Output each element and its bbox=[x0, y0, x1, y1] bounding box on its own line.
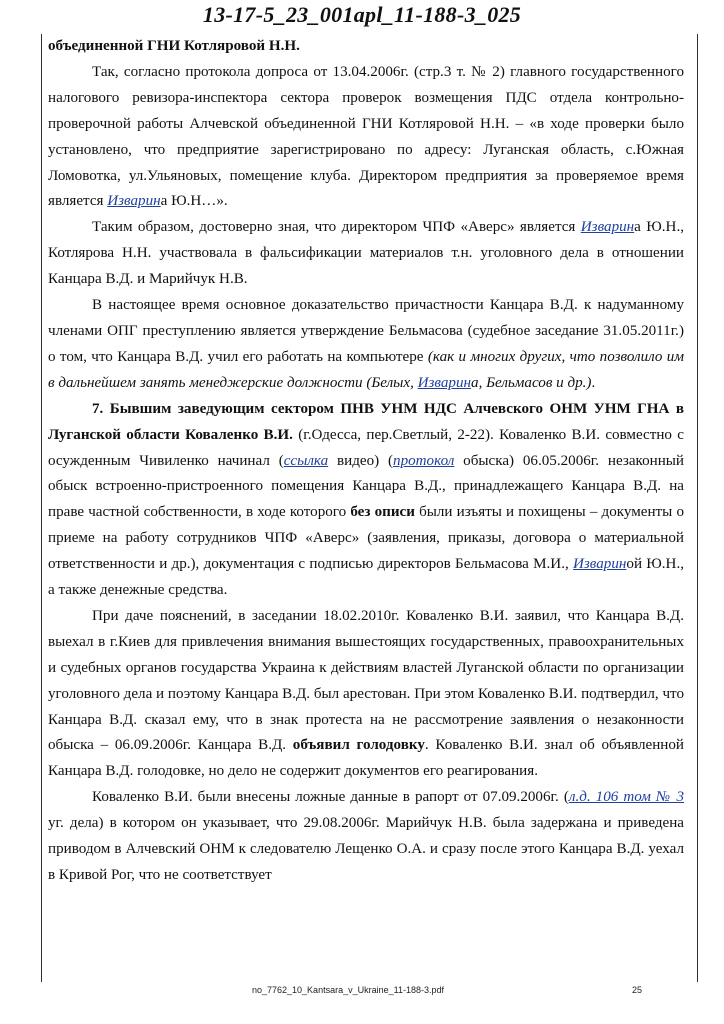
paragraph-4 bbox=[48, 397, 684, 604]
document-header: 13-17-5_23_001apl_11-188-3_025 bbox=[202, 2, 522, 27]
footer-filename: no_7762_10_Kantsara_v_Ukraine_11-188-3.pdf bbox=[252, 985, 444, 995]
bold-text: 7. Бывшим заведующим сектором ПНВ УНМ НДС Алчевского ОНМ УНМ ГНА в Луганской области Коваленко В.И. bbox=[48, 400, 684, 443]
text-run: В настоящее время основное доказательство причастности Канцара В.Д. к надуманному членами ОПГ преступлению является утверждение Бельмасова (судебное заседание 31.05.2011г.) о том, что Канцара В.Д. учил его работать на компьютере bbox=[48, 297, 684, 365]
text-run: При даче пояснений, в заседании 18.02.2010г. Коваленко В.И. заявил, что Канцара В.Д. выехал в г.Киев для привлечения внимания вышестоящих государственных, правоохранительных и судебных органов государства Украина к действиям властей Луганской области по организации уголовного дела и поэтому Канцара В.Д. был арестован. При этом Коваленко В.И. подтвердил, что Канцара В.Д. сказал ему, что в знак протеста на не рассмотрение заявления о незаконности обыска – 06.09.2006г. Канцара В.Д. bbox=[48, 607, 684, 754]
hyperlink[interactable]: протокол bbox=[393, 452, 455, 469]
text-run: (г.Одесса, пер.Светлый, 2-22). Коваленко В.И. совместно с осужденным Чивиленко начинал ( bbox=[48, 426, 684, 469]
paragraph-5 bbox=[48, 604, 684, 785]
bold-text: без описи bbox=[350, 504, 415, 521]
paragraph-1 bbox=[48, 60, 684, 215]
text-run: ой Ю.Н., а также денежные средства. bbox=[48, 556, 684, 599]
text-run: Коваленко В.И. были внесены ложные данные в рапорт от 07.09.2006г. ( bbox=[92, 789, 569, 806]
paragraph-2 bbox=[48, 215, 684, 293]
paragraph-3 bbox=[48, 293, 684, 397]
document-body bbox=[48, 34, 684, 889]
text-run: . Коваленко В.И. знал об объявленной Канцара В.Д. голодовке, но дело не содержит документов его реагирования. bbox=[48, 737, 685, 780]
bold-text: объявил голодовку bbox=[292, 737, 425, 754]
hyperlink[interactable]: л.д. 106 том № 3 bbox=[568, 789, 685, 806]
right-margin-rule bbox=[697, 34, 698, 982]
italic-text: а, Бельмасов и др.) bbox=[471, 374, 592, 391]
italic-text: (как и многих других, что позволило им в дальнейшем занять менеджерские должности (Белых, bbox=[48, 348, 684, 391]
text-run: видео) ( bbox=[328, 452, 394, 469]
page-number: 25 bbox=[632, 985, 643, 995]
text-run: . bbox=[591, 374, 596, 391]
text-run: были изъяты и похищены – документы о приеме на работу сотрудников ЧПФ «Аверс» (заявления, приказы, договора о материальной ответственности и др.), документация с подписью директоров Бельмасова М.И., bbox=[48, 504, 684, 573]
text-run: уг. дела) в котором он указывает, что 29.08.2006г. Марийчук Н.В. была задержана и приведена приводом в Алчевский ОНМ к следователю Лещенко О.А. и сразу после этого Канцара В.Д. уехал в Кривой Рог, что не соответствует bbox=[48, 815, 684, 883]
paragraph-0 bbox=[48, 34, 684, 60]
bold-text: объединенной ГНИ Котляровой Н.Н. bbox=[48, 38, 300, 54]
text-run: обыска) 06.05.2006г. незаконный обыск встроенно-пристроенного помещения Канцара В.Д., принадлежащего Канцара В.Д. на праве частной собственности, в ходе которого bbox=[48, 452, 685, 521]
text-run: а Ю.Н., Котлярова Н.Н. участвовала в фальсификации материалов т.н. уголовного дела в отношении Канцара В.Д. и Марийчук Н.В. bbox=[48, 219, 684, 288]
paragraph-6 bbox=[48, 785, 684, 889]
hyperlink[interactable]: ссылка bbox=[283, 452, 329, 469]
left-margin-rule bbox=[41, 34, 42, 982]
text-run: Так, согласно протокола допроса от 13.04.2006г. (стр.3 т. № 2) главного государственного налогового ревизора-инспектора сектора проверок возмещения ПДС отдела контрольно-проверочной работы Алчевской объединенной ГНИ Котляровой Н.Н. – «в ходе проверки было установлено, что предприятие зарегистрировано по адресу: Луганская область, с.Южная Ломовотка, ул.Ульяновых, помещение клуба. Директором предприятия за проверяемое время является bbox=[48, 63, 684, 210]
text-run: а Ю.Н…». bbox=[160, 193, 228, 210]
hyperlink[interactable]: Изварин bbox=[573, 556, 627, 573]
hyperlink[interactable]: Изварин bbox=[107, 193, 161, 210]
hyperlink[interactable]: Изварин bbox=[580, 219, 635, 236]
text-run: Таким образом, достоверно зная, что директором ЧПФ «Аверс» является bbox=[92, 219, 581, 236]
hyperlink[interactable]: Изварин bbox=[417, 374, 472, 391]
